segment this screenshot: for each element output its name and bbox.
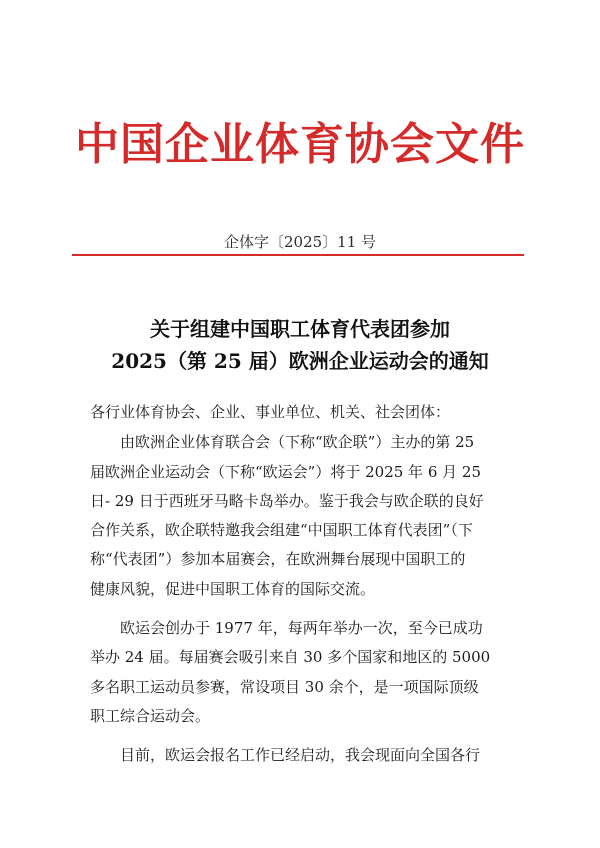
paragraph-2 — [90, 614, 520, 731]
notice-body — [90, 398, 520, 781]
paragraph-3 — [90, 741, 520, 770]
document-header-title: 中国企业体育协会文件 — [75, 119, 525, 170]
paragraph-line: 届欧洲企业运动会（下称“欧运会”）将于 2025 年 6 月 25 — [90, 462, 481, 481]
paragraph-line: 由欧洲企业体育联合会（下称“欧企联”）主办的第 25 — [120, 433, 475, 452]
paragraph-line: 职工综合运动会。 — [90, 706, 211, 725]
paragraph-line: 健康风貌，促进中国职工体育的国际交流。 — [90, 579, 376, 598]
paragraph-line: 举办 24 届。每届赛会吸引来自 30 多个国家和地区的 5000 — [90, 648, 491, 667]
paragraph-line: 合作关系，欧企联特邀我会组建“中国职工体育代表团”（下 — [90, 521, 473, 540]
notice-title-line-2: 2025（第 25 届）欧洲企业运动会的通知 — [111, 349, 489, 373]
notice-title — [0, 313, 600, 377]
paragraph-line: 多名职工运动员参赛，常设项目 30 余个，是一项国际顶级 — [90, 677, 479, 696]
paragraph-line: 日- 29 日于西班牙马略卡岛举办。鉴于我会与欧企联的良好 — [90, 491, 484, 510]
header-red-rule — [72, 254, 524, 256]
paragraph-1 — [90, 428, 520, 604]
notice-title-line-1: 关于组建中国职工体育代表团参加 — [150, 317, 450, 341]
salutation: 各行业体育协会、企业、事业单位、机关、社会团体： — [90, 403, 451, 421]
paragraph-line: 目前，欧运会报名工作已经启动，我会现面向全国各行 — [120, 746, 481, 765]
paragraph-line: 称“代表团”）参加本届赛会，在欧洲舞台展现中国职工的 — [90, 550, 466, 569]
document-number: 企体字〔2025〕11 号 — [223, 233, 377, 251]
paragraph-line: 欧运会创办于 1977 年，每两年举办一次，至今已成功 — [120, 619, 483, 638]
